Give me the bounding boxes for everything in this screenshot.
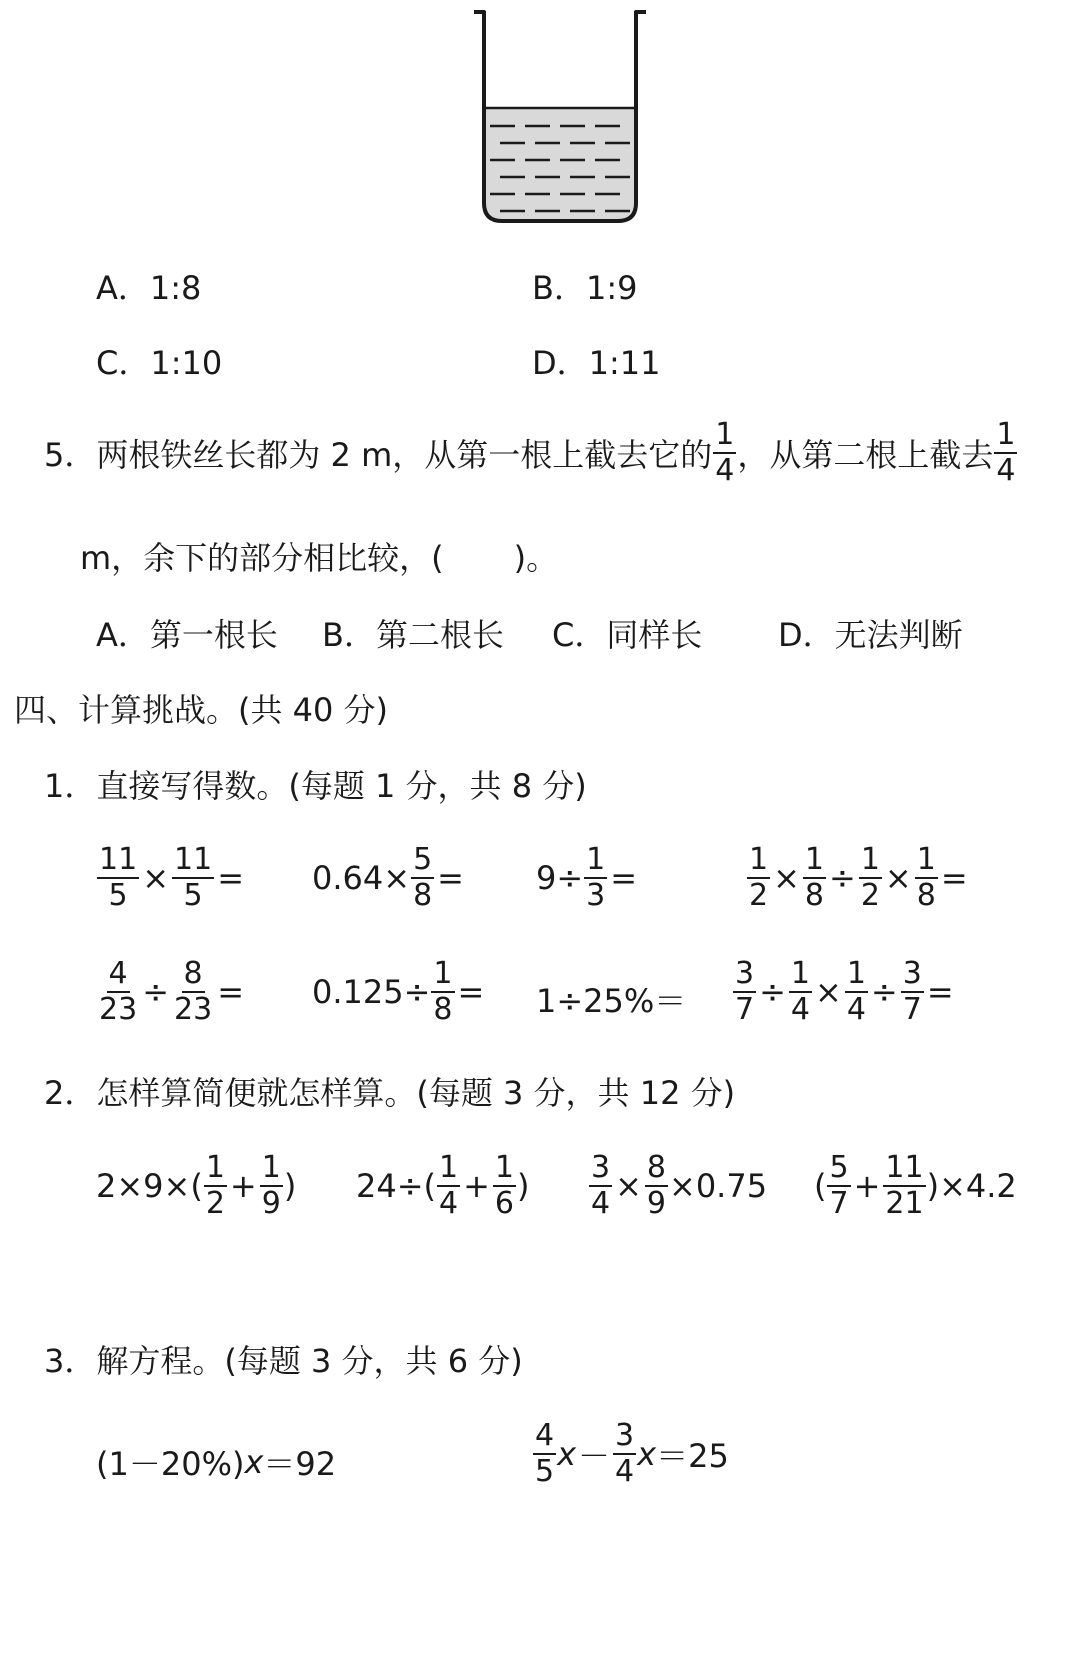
section-4-title: 四、计算挑战。(共 40 分) bbox=[14, 691, 389, 729]
q5-option-a: A．第一根长 bbox=[96, 616, 278, 654]
q2-expr-4: ( $\frac{5}{7}$ + $\frac{11}{21}$ )×4.2 bbox=[814, 1150, 1017, 1221]
q3-equation-2: $\frac{4}{5}$ x － $\frac{3}{4}$ x ＝25 bbox=[535, 1418, 729, 1489]
q1-expr-8: $\frac{3}{7}$ ÷ $\frac{1}{4}$ × $\frac{1}{4}$ ÷ $\frac{3}{7}$ = bbox=[735, 956, 954, 1027]
q1-title: 1．直接写得数。(每题 1 分，共 8 分) bbox=[44, 767, 587, 805]
q2-title: 2．怎样算简便就怎样算。(每题 3 分，共 12 分) bbox=[44, 1074, 736, 1112]
option-b: B．1:9 bbox=[532, 269, 638, 307]
q5-option-d: D．无法判断 bbox=[778, 616, 963, 654]
q1-expr-1: $\frac{11}{5}$ × $\frac{11}{5}$ = bbox=[99, 842, 244, 913]
q2-expr-1: 2×9×( $\frac{1}{2}$ + $\frac{1}{9}$ ) bbox=[96, 1150, 297, 1221]
q2-expr-3: $\frac{3}{4}$ × $\frac{8}{9}$ ×0.75 bbox=[591, 1150, 768, 1221]
q1-expr-5: $\frac{4}{23}$ ÷ $\frac{8}{23}$ = bbox=[99, 956, 244, 1027]
question-5-line2: m，余下的部分相比较，( )。 bbox=[80, 539, 559, 577]
option-a: A．1:8 bbox=[96, 269, 202, 307]
option-d: D．1:11 bbox=[532, 344, 661, 382]
q5-prefix: 5．两根铁丝长都为 2 m，从第一根上截去它的 bbox=[44, 436, 713, 474]
option-c: C．1:10 bbox=[96, 344, 223, 382]
q1-expr-4: $\frac{1}{2}$ × $\frac{1}{8}$ ÷ $\frac{1}{2}$ × $\frac{1}{8}$ = bbox=[749, 842, 968, 913]
q5-option-c: C．同样长 bbox=[552, 616, 703, 654]
q5-mid: ，从第二根上截去 bbox=[737, 436, 994, 474]
question-5-line1 bbox=[44, 418, 1018, 488]
q1-expr-7: 1÷25%＝ bbox=[536, 982, 687, 1020]
q1-expr-3: 9÷ $\frac{1}{3}$ = bbox=[536, 842, 638, 913]
q5-option-b: B．第二根长 bbox=[322, 616, 504, 654]
q5-fraction-1: $\frac{1}{4}$ bbox=[715, 417, 735, 488]
beaker-illustration bbox=[470, 8, 650, 228]
q2-expr-2: 24÷( $\frac{1}{4}$ + $\frac{1}{6}$ ) bbox=[356, 1150, 530, 1221]
q1-expr-2: 0.64× $\frac{5}{8}$ = bbox=[312, 842, 464, 913]
q5-fraction-2: $\frac{1}{4}$ bbox=[996, 417, 1016, 488]
q3-title: 3．解方程。(每题 3 分，共 6 分) bbox=[44, 1342, 523, 1380]
q3-equation-1: (1－20%) x ＝92 bbox=[96, 1443, 337, 1483]
q1-expr-6: 0.125÷ $\frac{1}{8}$ = bbox=[312, 956, 485, 1027]
